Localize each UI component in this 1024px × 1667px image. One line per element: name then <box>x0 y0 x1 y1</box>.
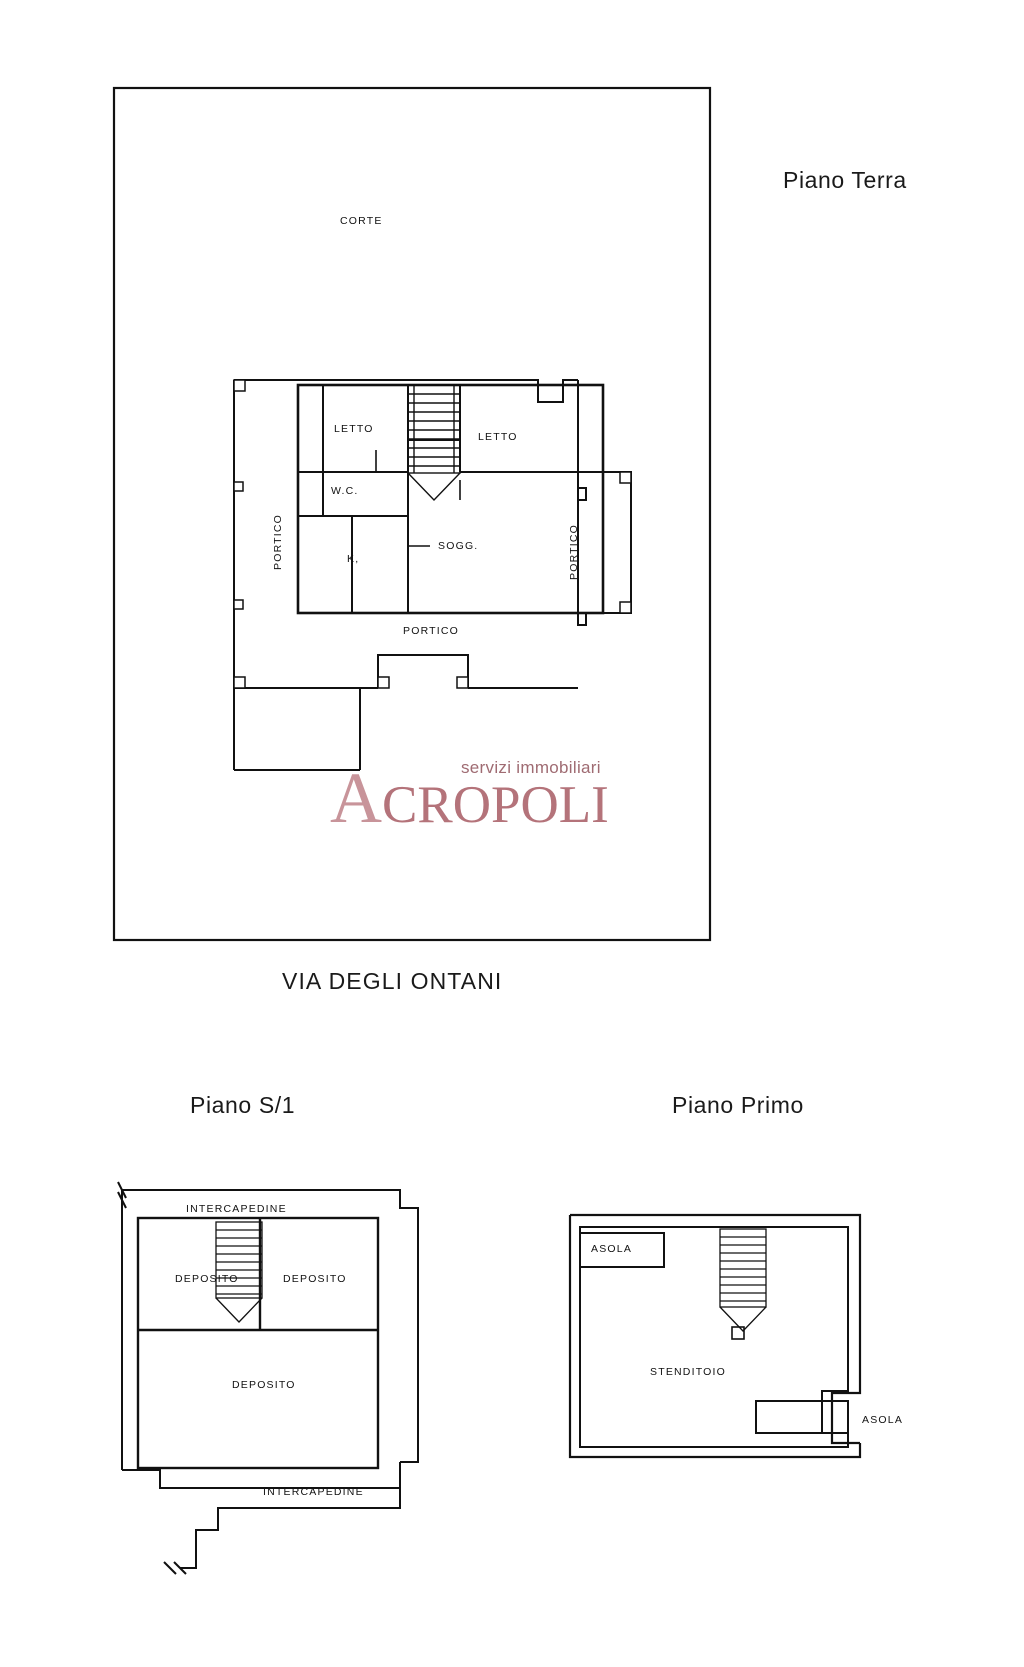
label-corte: CORTE <box>340 215 383 227</box>
label-asola-top: ASOLA <box>591 1243 633 1255</box>
label-wc: W.C. <box>331 485 359 497</box>
label-kitchen: K, <box>347 553 360 565</box>
label-intercapedine-top: INTERCAPEDINE <box>186 1203 287 1215</box>
label-letto-left: LETTO <box>334 423 374 435</box>
watermark-tagline: servizi immobiliari <box>461 758 601 777</box>
label-deposito-right: DEPOSITO <box>283 1273 347 1285</box>
street-name-label: VIA DEGLI ONTANI <box>282 968 503 994</box>
label-portico-right: PORTICO <box>568 523 580 580</box>
label-soggiorno: SOGG. <box>438 540 479 552</box>
label-portico-bottom: PORTICO <box>403 625 460 637</box>
label-deposito-left: DEPOSITO <box>175 1273 239 1285</box>
label-intercapedine-bottom: INTERCAPEDINE <box>263 1486 364 1498</box>
ground-floor-drawing <box>108 80 748 960</box>
label-asola-bottom: ASOLA <box>862 1414 904 1426</box>
label-letto-right: LETTO <box>478 431 518 443</box>
floor-title-basement: Piano S/1 <box>190 1092 296 1118</box>
label-stenditoio: STENDITOIO <box>650 1366 726 1378</box>
floor-title-first: Piano Primo <box>672 1092 804 1118</box>
floor-title-ground: Piano Terra <box>783 167 907 193</box>
watermark-brand-initial: A <box>330 758 382 838</box>
label-deposito-bottom: DEPOSITO <box>232 1379 296 1391</box>
watermark-brand-rest: CROPOLI <box>382 776 609 834</box>
label-portico-left: PORTICO <box>272 513 284 570</box>
